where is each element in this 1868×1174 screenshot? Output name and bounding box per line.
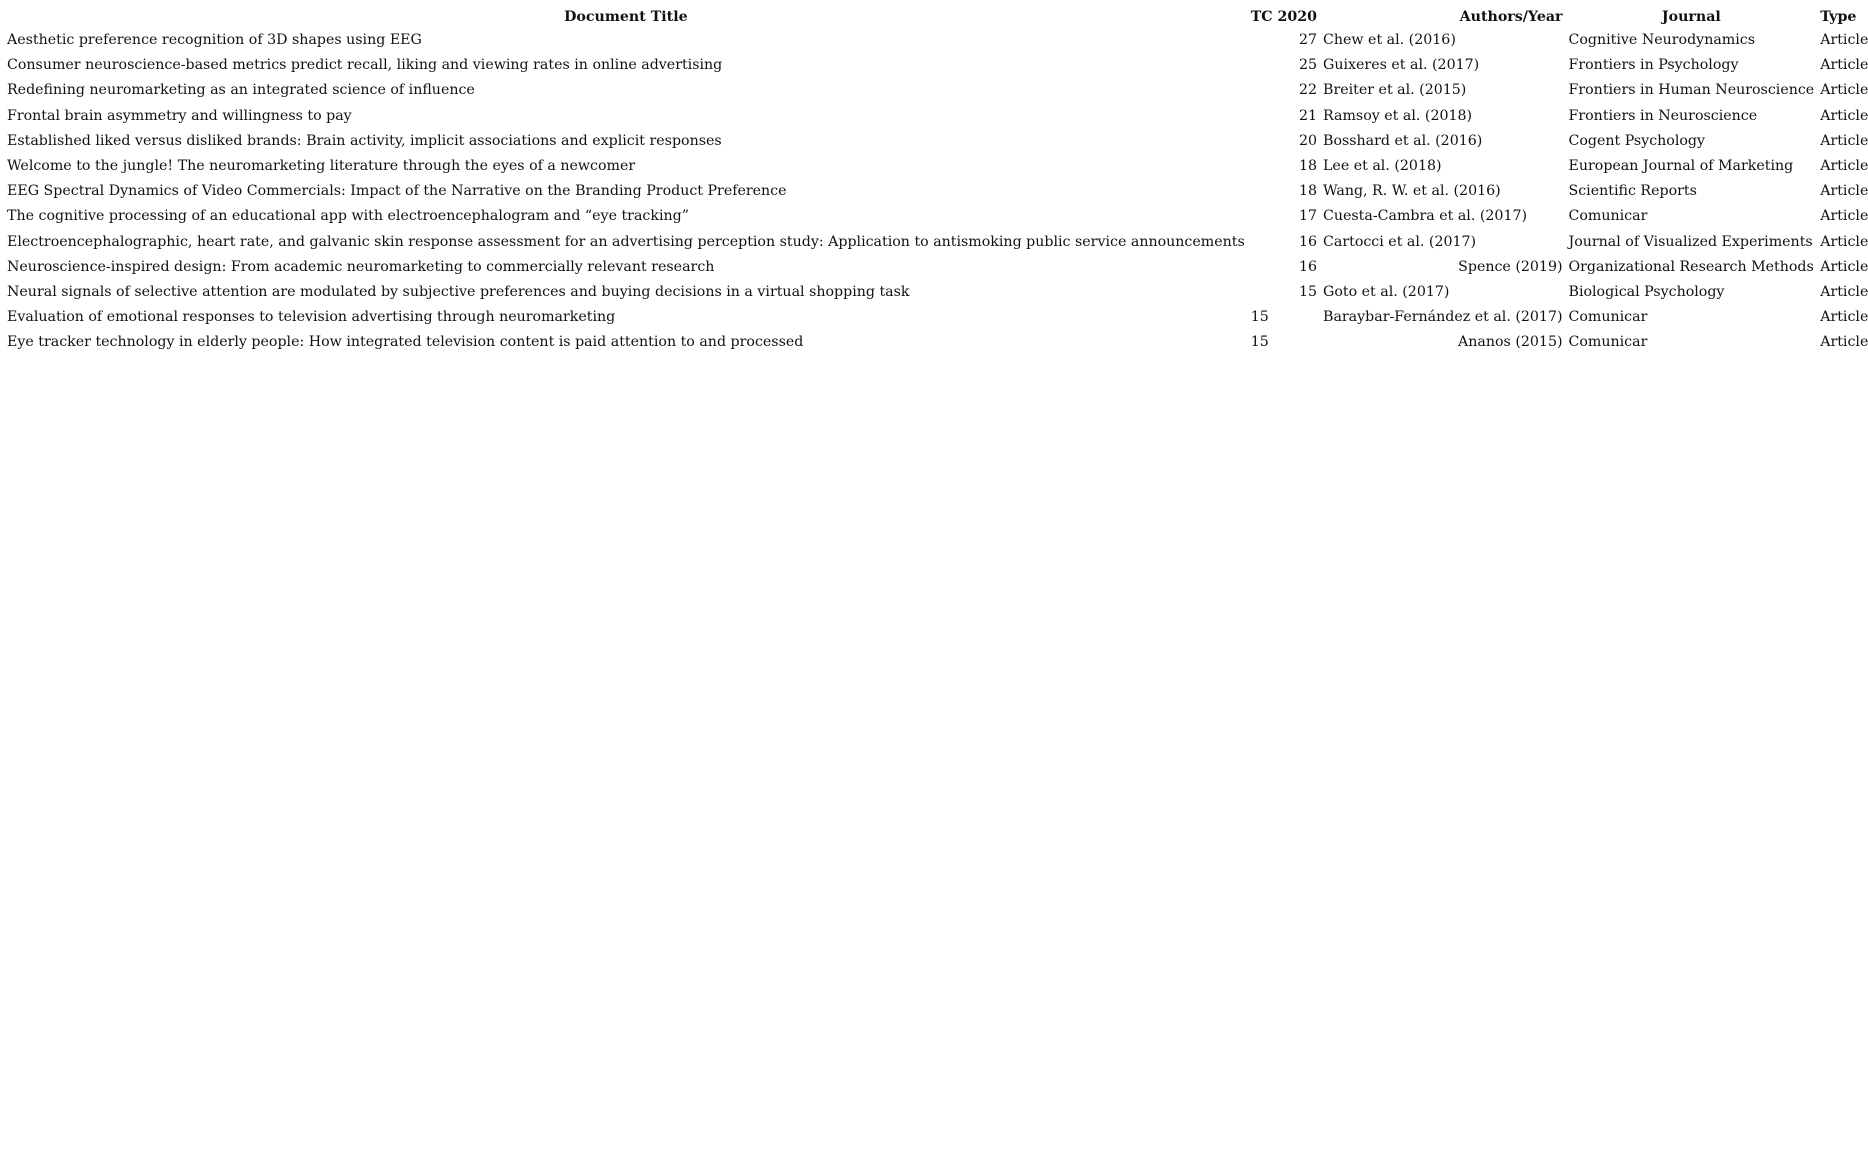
cell-authors-year: Chew et al. (2016) xyxy=(1323,32,1456,49)
cell-authors-year: Guixeres et al. (2017) xyxy=(1323,57,1480,74)
cell-type: Article xyxy=(1820,57,1868,74)
table-row xyxy=(4,255,1868,280)
cell-type: Article xyxy=(1820,82,1868,99)
cell-journal: Cognitive Neurodynamics xyxy=(1568,32,1756,49)
header-journal: Journal xyxy=(1661,9,1721,25)
table-row xyxy=(4,330,1868,355)
header-document-title: Document Title xyxy=(564,9,688,25)
cell-journal: Organizational Research Methods xyxy=(1568,258,1814,275)
cell-journal: Frontiers in Human Neuroscience xyxy=(1568,82,1815,99)
cell-tc-2020: 17 xyxy=(1298,208,1318,225)
cell-document-title: Electroencephalographic, heart rate, and galvanic skin response assessment for an advertising perception study: Application to antismoking public service announcements xyxy=(7,233,1245,250)
table-body xyxy=(4,28,1868,355)
cell-document-title: Neuroscience-inspired design: From academic neuromarketing to commercially relevant research xyxy=(7,258,715,275)
cell-journal: Comunicar xyxy=(1568,334,1648,351)
cell-journal: Cogent Psychology xyxy=(1568,132,1706,149)
cell-tc-2020: 15 xyxy=(1298,283,1318,300)
header-row xyxy=(4,6,1868,28)
cell-tc-2020: 18 xyxy=(1298,183,1318,200)
cell-type: Article xyxy=(1820,258,1868,275)
cell-tc-2020: 22 xyxy=(1298,82,1318,99)
cell-document-title: Evaluation of emotional responses to television advertising through neuromarketing xyxy=(7,309,616,326)
cell-authors-year: Baraybar-Fernández et al. (2017) xyxy=(1323,309,1563,326)
cell-authors-year: Cuesta-Cambra et al. (2017) xyxy=(1323,208,1528,225)
cell-tc-2020: 27 xyxy=(1298,32,1318,49)
cell-authors-year: Ramsoy et al. (2018) xyxy=(1323,107,1473,124)
cell-journal: European Journal of Marketing xyxy=(1568,158,1794,175)
cell-tc-2020: 16 xyxy=(1298,258,1318,275)
header-type: Type xyxy=(1820,9,1857,25)
table-row xyxy=(4,230,1868,255)
header-authors-year: Authors/Year xyxy=(1459,9,1563,25)
cell-document-title: The cognitive processing of an educational app with electroencephalogram and “eye tracking” xyxy=(7,208,689,225)
header-tc-2020: TC 2020 xyxy=(1250,9,1318,25)
cell-tc-2020: 21 xyxy=(1298,107,1318,124)
cell-authors-year: Spence (2019) xyxy=(1458,258,1563,275)
cell-journal: Biological Psychology xyxy=(1568,283,1725,300)
documents-table xyxy=(4,6,1868,355)
cell-document-title: Eye tracker technology in elderly people: How integrated television content is paid attention to and processed xyxy=(7,334,804,351)
cell-type: Article xyxy=(1820,183,1868,200)
cell-tc-2020: 20 xyxy=(1298,132,1318,149)
cell-journal: Comunicar xyxy=(1568,309,1648,326)
cell-authors-year: Cartocci et al. (2017) xyxy=(1323,233,1477,250)
cell-document-title: Established liked versus disliked brands: Brain activity, implicit associations and explicit responses xyxy=(7,132,722,149)
cell-authors-year: Wang, R. W. et al. (2016) xyxy=(1323,183,1501,200)
cell-document-title: Redefining neuromarketing as an integrated science of influence xyxy=(7,82,475,99)
table-row xyxy=(4,204,1868,229)
cell-authors-year: Breiter et al. (2015) xyxy=(1323,82,1467,99)
cell-journal: Comunicar xyxy=(1568,208,1648,225)
cell-tc-2020: 16 xyxy=(1298,233,1318,250)
cell-journal: Scientific Reports xyxy=(1568,183,1697,200)
cell-type: Article xyxy=(1820,334,1868,351)
table-row xyxy=(4,28,1868,53)
cell-type: Article xyxy=(1820,309,1868,326)
table-row xyxy=(4,129,1868,154)
cell-journal: Frontiers in Neuroscience xyxy=(1568,107,1758,124)
cell-document-title: EEG Spectral Dynamics of Video Commercials: Impact of the Narrative on the Branding Product Preference xyxy=(7,183,787,200)
cell-type: Article xyxy=(1820,107,1868,124)
cell-document-title: Consumer neuroscience-based metrics predict recall, liking and viewing rates in online advertising xyxy=(7,57,723,74)
cell-document-title: Aesthetic preference recognition of 3D shapes using EEG xyxy=(7,32,422,49)
cell-tc-2020: 15 xyxy=(1250,334,1269,351)
cell-document-title: Frontal brain asymmetry and willingness to pay xyxy=(7,107,352,124)
table-row xyxy=(4,104,1868,129)
cell-tc-2020: 15 xyxy=(1250,309,1269,326)
cell-authors-year: Lee et al. (2018) xyxy=(1323,158,1442,175)
cell-authors-year: Bosshard et al. (2016) xyxy=(1323,132,1483,149)
table-row xyxy=(4,154,1868,179)
table-row xyxy=(4,280,1868,305)
cell-document-title: Neural signals of selective attention are modulated by subjective preferences and buying decisions in a virtual shopping task xyxy=(7,283,910,300)
table-row xyxy=(4,78,1868,103)
cell-tc-2020: 25 xyxy=(1298,57,1318,74)
cell-authors-year: Ananos (2015) xyxy=(1458,334,1563,351)
cell-type: Article xyxy=(1820,208,1868,225)
table-row xyxy=(4,179,1868,204)
cell-journal: Journal of Visualized Experiments xyxy=(1568,233,1813,250)
table-header xyxy=(4,6,1868,28)
cell-type: Article xyxy=(1820,233,1868,250)
cell-tc-2020: 18 xyxy=(1298,158,1318,175)
cell-journal: Frontiers in Psychology xyxy=(1568,57,1739,74)
cell-type: Article xyxy=(1820,132,1868,149)
cell-authors-year: Goto et al. (2017) xyxy=(1323,283,1450,300)
table-row xyxy=(4,305,1868,330)
cell-type: Article xyxy=(1820,283,1868,300)
cell-document-title: Welcome to the jungle! The neuromarketing literature through the eyes of a newcomer xyxy=(7,158,636,175)
cell-type: Article xyxy=(1820,32,1868,49)
table-row xyxy=(4,53,1868,78)
cell-type: Article xyxy=(1820,158,1868,175)
